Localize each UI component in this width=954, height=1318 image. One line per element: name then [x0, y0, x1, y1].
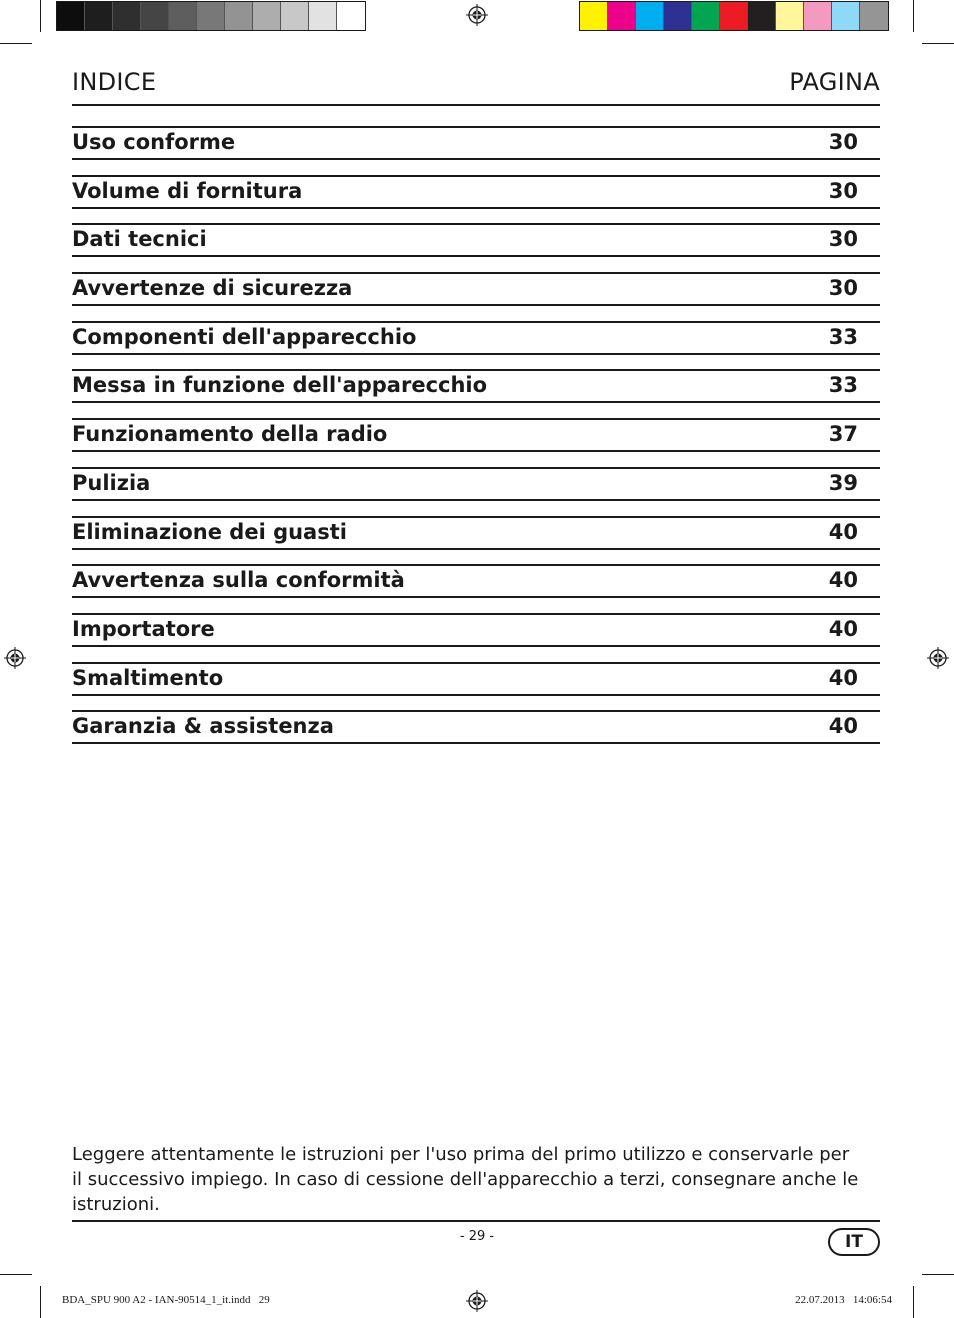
color-swatch: [281, 2, 309, 30]
toc-entry-page: 33: [828, 373, 858, 398]
toc-entry-title: Avvertenza sulla conformità: [72, 568, 405, 593]
color-swatch: [253, 2, 281, 30]
toc-entry-page: 40: [828, 616, 858, 641]
crop-mark: [0, 1274, 32, 1275]
toc-entry[interactable]: [72, 516, 880, 550]
toc-entry-title: Dati tecnici: [72, 227, 207, 252]
toc-entry[interactable]: [72, 223, 880, 257]
color-swatch: [748, 2, 776, 30]
toc-entry-page: 30: [828, 276, 858, 301]
toc-entry[interactable]: [72, 321, 880, 355]
toc-entry[interactable]: [72, 175, 880, 209]
color-swatch: [169, 2, 197, 30]
color-swatch: [85, 2, 113, 30]
color-swatch: [580, 2, 608, 30]
registration-mark-icon: [4, 647, 26, 669]
timestamp-slug: 22.07.2013 14:06:54: [795, 1294, 892, 1306]
toc-heading-title: INDICE: [72, 68, 157, 96]
toc-entry-title: Importatore: [72, 616, 215, 641]
registration-mark-icon: [927, 647, 949, 669]
toc-entry-page: 40: [828, 714, 858, 739]
crop-mark: [922, 43, 954, 44]
color-swatch: [113, 2, 141, 30]
color-swatch: [608, 2, 636, 30]
toc-entry[interactable]: [72, 564, 880, 598]
toc-entry-page: 30: [828, 130, 858, 154]
crop-mark: [40, 1286, 41, 1318]
color-swatch: [197, 2, 225, 30]
toc-entry-title: Smaltimento: [72, 665, 224, 690]
cmyk-color-bar: [579, 1, 889, 31]
toc-entry-title: Pulizia: [72, 470, 151, 495]
toc-entry-title: Eliminazione dei guasti: [72, 519, 347, 544]
color-swatch: [720, 2, 748, 30]
color-swatch: [832, 2, 860, 30]
toc-entry-title: Garanzia & assistenza: [72, 714, 334, 739]
color-swatch: [337, 2, 365, 30]
toc-heading: [72, 66, 880, 106]
toc-entry-title: Uso conforme: [72, 130, 236, 154]
crop-mark: [0, 43, 32, 44]
toc-entry-title: Funzionamento della radio: [72, 422, 388, 447]
color-swatch: [804, 2, 832, 30]
color-swatch: [692, 2, 720, 30]
toc-entry-page: 39: [828, 470, 858, 495]
toc-entry-page: 40: [828, 519, 858, 544]
toc-entry[interactable]: [72, 662, 880, 696]
color-swatch: [141, 2, 169, 30]
color-swatch: [309, 2, 337, 30]
toc-entry-page: 40: [828, 665, 858, 690]
toc-entry-title: Volume di fornitura: [72, 178, 303, 203]
crop-mark: [913, 1286, 914, 1318]
toc-entry-page: 33: [828, 324, 858, 349]
toc-entry-title: Componenti dell'apparecchio: [72, 324, 417, 349]
crop-mark: [40, 0, 41, 32]
crop-mark: [922, 1274, 954, 1275]
toc-entry-page: 37: [828, 422, 858, 447]
toc-entry-page: 40: [828, 568, 858, 593]
toc-entry[interactable]: [72, 272, 880, 306]
toc-heading-page-label: PAGINA: [789, 68, 880, 96]
toc-entry[interactable]: [72, 467, 880, 501]
color-swatch: [225, 2, 253, 30]
color-swatch: [57, 2, 85, 30]
color-swatch: [776, 2, 804, 30]
toc-entry[interactable]: [72, 613, 880, 647]
toc-entry[interactable]: [72, 710, 880, 744]
crop-mark: [913, 0, 914, 32]
toc-entry[interactable]: [72, 126, 880, 160]
color-swatch: [636, 2, 664, 30]
page-number: - 29 -: [459, 1229, 495, 1244]
registration-mark-icon: [466, 1290, 488, 1312]
divider: [72, 1220, 880, 1222]
color-swatch: [664, 2, 692, 30]
toc-entry-title: Avvertenze di sicurezza: [72, 276, 353, 301]
grayscale-color-bar: [56, 1, 366, 31]
language-badge: IT: [828, 1228, 880, 1256]
toc-entry[interactable]: [72, 418, 880, 452]
toc-entry-page: 30: [828, 227, 858, 252]
usage-note: Leggere attentamente le istruzioni per l'uso prima del primo utilizzo e conservarle per il successivo impiego. In caso di cessione dell'apparecchio a terzi, consegnare anche le istruzioni.: [72, 1144, 859, 1215]
registration-mark-icon: [466, 4, 488, 26]
toc-entry[interactable]: [72, 369, 880, 403]
toc-entry-title: Messa in funzione dell'apparecchio: [72, 373, 488, 398]
toc-list: [72, 126, 880, 759]
toc-entry-page: 30: [828, 178, 858, 203]
file-slug: BDA_SPU 900 A2 - IAN-90514_1_it.indd 29: [62, 1294, 270, 1306]
color-swatch: [860, 2, 888, 30]
